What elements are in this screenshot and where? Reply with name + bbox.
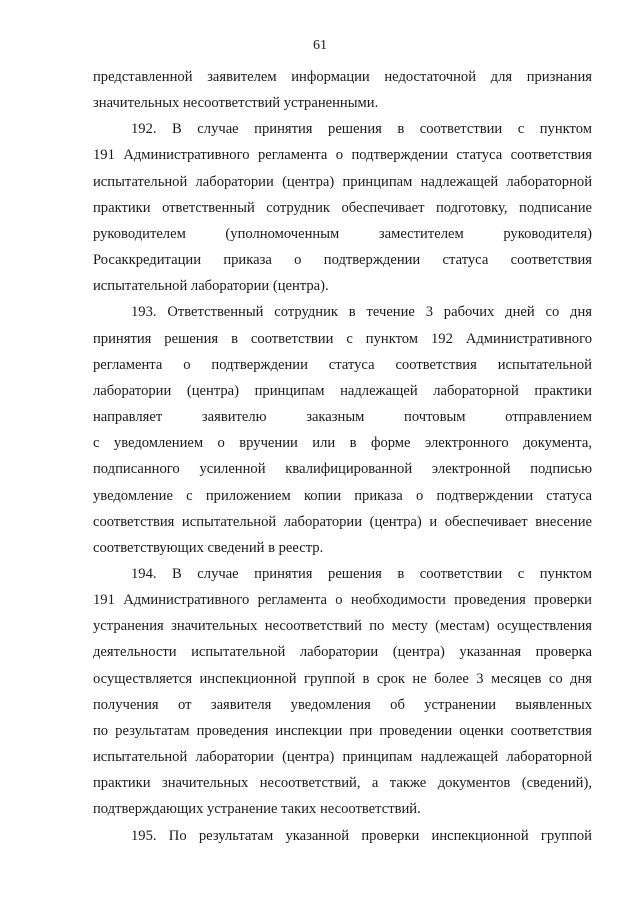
document-body [93, 64, 592, 849]
paragraph-line: соответствия испытательной лаборатории (центра) и обеспечивает внесение [93, 513, 592, 530]
paragraph-line: направляет заявителю заказным почтовым отправлением [93, 409, 592, 426]
paragraph-line: 192. В случае принятия решения в соответствии с пунктом [131, 121, 592, 138]
paragraph-line: осуществляется инспекционной группой в срок не более 3 месяцев со дня [93, 670, 592, 687]
paragraph [93, 299, 592, 561]
paragraph-line: испытательной лаборатории (центра) принципам надлежащей лабораторной [93, 749, 592, 766]
paragraph-line: соответствующих сведений в реестр. [93, 539, 324, 556]
paragraph-line: подписанного усиленной квалифицированной электронной подписью [93, 461, 592, 478]
paragraph-line: испытательной лаборатории (центра) принципам надлежащей лабораторной [93, 173, 592, 190]
paragraph-line: представленной заявителем информации недостаточной для признания [93, 69, 592, 85]
paragraph [93, 116, 592, 299]
paragraph-line: 193. Ответственный сотрудник в течение 3 рабочих дней со дня [131, 304, 592, 321]
paragraph-line: с уведомлением о вручении или в форме электронного документа, [93, 435, 592, 452]
paragraph-line: деятельности испытательной лаборатории (центра) указанная проверка [93, 644, 592, 661]
paragraph-line: практики ответственный сотрудник обеспечивает подготовку, подписание [93, 199, 592, 216]
paragraph-line: Росаккредитации приказа о подтверждении статуса соответствия [93, 252, 592, 269]
paragraph [93, 64, 592, 116]
paragraph-line: получения от заявителя уведомления об устранении выявленных [93, 696, 592, 713]
page-number: 61 [313, 38, 327, 53]
paragraph-line: подтверждающих устранение таких несоответствий. [93, 801, 421, 818]
paragraph-line: 195. По результатам указанной проверки инспекционной группой [131, 827, 592, 844]
paragraph-line: руководителем (уполномоченным заместителем руководителя) [93, 225, 592, 242]
paragraph-line: принятия решения в соответствии с пунктом 192 Административного [93, 330, 592, 347]
paragraph-line: лаборатории (центра) принципам надлежащей лабораторной практики [93, 382, 592, 399]
paragraph [93, 823, 592, 849]
paragraph-line: 194. В случае принятия решения в соответствии с пунктом [131, 565, 592, 582]
paragraph-line: устранения значительных несоответствий по месту (местам) осуществления [93, 618, 592, 635]
paragraph-line: практики значительных несоответствий, а также документов (сведений), [93, 775, 592, 792]
paragraph-line: испытательной лаборатории (центра). [93, 278, 329, 295]
paragraph-line: значительных несоответствий устраненными. [93, 95, 379, 112]
paragraph-line: по результатам проведения инспекции при проведении оценки соответствия [93, 722, 592, 739]
paragraph [93, 561, 592, 823]
paragraph-line: уведомление с приложением копии приказа о подтверждении статуса [93, 487, 592, 504]
paragraph-line: 191 Административного регламента о необходимости проведения проверки [93, 592, 592, 609]
paragraph-line: 191 Административного регламента о подтверждении статуса соответствия [93, 147, 592, 164]
paragraph-line: регламента о подтверждении статуса соответствия испытательной [93, 356, 592, 373]
